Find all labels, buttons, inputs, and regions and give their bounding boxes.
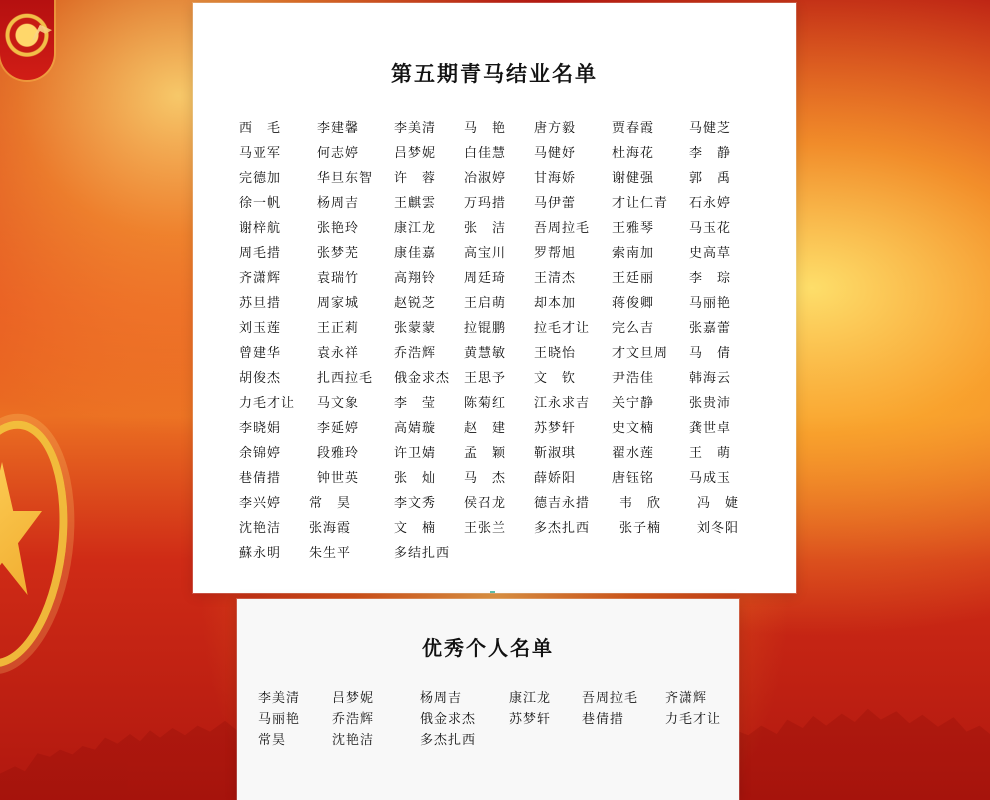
graduation-name: 甘海娇 — [534, 171, 577, 186]
graduation-name: 张嘉蕾 — [689, 321, 732, 336]
graduation-name: 史高草 — [689, 246, 732, 261]
graduation-name: 薛娇阳 — [534, 471, 577, 486]
graduation-names-grid — [193, 3, 796, 593]
graduation-name: 文 钦 — [534, 371, 577, 386]
graduation-name: 苏梦轩 — [534, 421, 577, 436]
graduation-name: 才文旦周 — [612, 346, 669, 361]
graduation-name: 王正莉 — [317, 321, 360, 336]
graduation-name: 王 萌 — [689, 446, 732, 461]
graduation-name: 德吉永措 — [534, 496, 591, 511]
graduation-name: 罗帮旭 — [534, 246, 577, 261]
graduation-name: 马玉花 — [689, 221, 732, 236]
graduation-name: 马伊蕾 — [534, 196, 577, 211]
graduation-name: 刘冬阳 — [697, 521, 740, 536]
excellent-name: 吕梦妮 — [332, 691, 375, 706]
graduation-name: 西 毛 — [239, 121, 282, 136]
graduation-name: 李晓娟 — [239, 421, 282, 436]
graduation-name: 韦 欣 — [619, 496, 662, 511]
graduation-name: 李兴婷 — [239, 496, 282, 511]
graduation-name: 万玛措 — [464, 196, 507, 211]
graduation-name: 李建馨 — [317, 121, 360, 136]
graduation-name: 苏旦措 — [239, 296, 282, 311]
graduation-name: 李文秀 — [394, 496, 437, 511]
graduation-name: 拉锟鹏 — [464, 321, 507, 336]
excellent-list-title: 优秀个人名单 — [422, 636, 554, 660]
graduation-name: 张蒙蒙 — [394, 321, 437, 336]
graduation-name: 马 艳 — [464, 121, 507, 136]
graduation-name: 唐钰铭 — [612, 471, 655, 486]
excellent-name: 多杰扎西 — [420, 733, 477, 748]
graduation-name: 段雅玲 — [317, 446, 360, 461]
right-skyline-decoration — [730, 680, 990, 800]
excellent-name: 力毛才让 — [665, 712, 722, 727]
graduation-name: 王思予 — [464, 371, 507, 386]
graduation-name: 力毛才让 — [239, 396, 296, 411]
graduation-name: 张 灿 — [394, 471, 437, 486]
excellent-name: 李美清 — [258, 691, 301, 706]
graduation-name: 许 蓉 — [394, 171, 437, 186]
graduation-name: 却本加 — [534, 296, 577, 311]
party-badge-icon — [0, 0, 54, 80]
graduation-name: 王雅琴 — [612, 221, 655, 236]
graduation-name: 孟 颖 — [464, 446, 507, 461]
graduation-name: 扎西拉毛 — [317, 371, 374, 386]
excellent-name: 常昊 — [258, 733, 287, 748]
graduation-name: 吾周拉毛 — [534, 221, 591, 236]
graduation-name: 巷倩措 — [239, 471, 282, 486]
excellent-name: 吾周拉毛 — [582, 691, 639, 706]
graduation-name: 张艳玲 — [317, 221, 360, 236]
gold-emblem-ring-icon — [0, 414, 81, 675]
graduation-name: 马健芝 — [689, 121, 732, 136]
excellent-name: 齐潇辉 — [665, 691, 708, 706]
graduation-name: 侯召龙 — [464, 496, 507, 511]
graduation-name: 拉毛才让 — [534, 321, 591, 336]
graduation-name: 张梦芜 — [317, 246, 360, 261]
excellent-name: 苏梦轩 — [509, 712, 552, 727]
excellent-individual-list-panel — [237, 599, 739, 800]
graduation-name: 马 倩 — [689, 346, 732, 361]
graduation-name: 高翔铃 — [394, 271, 437, 286]
graduation-name: 齐潇辉 — [239, 271, 282, 286]
graduation-name: 谢梓航 — [239, 221, 282, 236]
graduation-name: 刘玉莲 — [239, 321, 282, 336]
graduation-name: 张子楠 — [619, 521, 662, 536]
graduation-name: 袁永祥 — [317, 346, 360, 361]
graduation-name: 康江龙 — [394, 221, 437, 236]
graduation-name: 周毛措 — [239, 246, 282, 261]
excellent-name: 俄金求杰 — [420, 712, 477, 727]
graduation-name: 江永求吉 — [534, 396, 591, 411]
graduation-name: 周廷琦 — [464, 271, 507, 286]
graduation-name: 许卫婧 — [394, 446, 437, 461]
excellent-name: 沈艳洁 — [332, 733, 375, 748]
graduation-name: 冯 婕 — [697, 496, 740, 511]
graduation-name: 常 昊 — [309, 496, 352, 511]
graduation-name: 杨周吉 — [317, 196, 360, 211]
graduation-name: 乔浩辉 — [394, 346, 437, 361]
gold-star-icon — [0, 462, 42, 602]
graduation-name: 何志婷 — [317, 146, 360, 161]
graduation-name: 王麒雲 — [394, 196, 437, 211]
graduation-name: 翟水莲 — [612, 446, 655, 461]
graduation-name: 龚世卓 — [689, 421, 732, 436]
graduation-name: 徐一帆 — [239, 196, 282, 211]
graduation-name: 张 洁 — [464, 221, 507, 236]
graduation-name: 李 琮 — [689, 271, 732, 286]
graduation-name: 康佳嘉 — [394, 246, 437, 261]
graduation-name: 蘇永明 — [239, 546, 282, 561]
graduation-name: 王廷丽 — [612, 271, 655, 286]
graduation-name: 多杰扎西 — [534, 521, 591, 536]
graduation-name: 俄金求杰 — [394, 371, 451, 386]
graduation-name: 马亚军 — [239, 146, 282, 161]
graduation-name: 文 楠 — [394, 521, 437, 536]
graduation-name: 李延婷 — [317, 421, 360, 436]
graduation-name: 张贵沛 — [689, 396, 732, 411]
graduation-name: 韩海云 — [689, 371, 732, 386]
graduation-name: 尹浩佳 — [612, 371, 655, 386]
graduation-name: 高婧璇 — [394, 421, 437, 436]
excellent-name: 巷倩措 — [582, 712, 625, 727]
left-skyline-decoration — [0, 680, 250, 800]
graduation-name: 袁瑞竹 — [317, 271, 360, 286]
graduation-name: 关宁静 — [612, 396, 655, 411]
excellent-names-grid — [237, 599, 739, 800]
graduation-name: 曾建华 — [239, 346, 282, 361]
graduation-name: 石永婷 — [689, 196, 732, 211]
graduation-name: 赵 建 — [464, 421, 507, 436]
graduation-name: 马成玉 — [689, 471, 732, 486]
graduation-name: 唐方毅 — [534, 121, 577, 136]
graduation-name: 才让仁青 — [612, 196, 669, 211]
graduation-name: 王晓怡 — [534, 346, 577, 361]
graduation-name: 谢健强 — [612, 171, 655, 186]
graduation-name-list-panel — [193, 3, 796, 593]
graduation-name: 杜海花 — [612, 146, 655, 161]
graduation-name: 赵锐芝 — [394, 296, 437, 311]
graduation-name: 华旦东智 — [317, 171, 374, 186]
graduation-name: 余锦婷 — [239, 446, 282, 461]
graduation-name: 马丽艳 — [689, 296, 732, 311]
excellent-name: 康江龙 — [509, 691, 552, 706]
graduation-name: 李 莹 — [394, 396, 437, 411]
graduation-name: 索南加 — [612, 246, 655, 261]
graduation-name: 贾春霞 — [612, 121, 655, 136]
graduation-name: 冶淑婷 — [464, 171, 507, 186]
graduation-name: 黄慧敏 — [464, 346, 507, 361]
excellent-name: 杨周吉 — [420, 691, 463, 706]
graduation-name: 吕梦妮 — [394, 146, 437, 161]
graduation-name: 蒋俊卿 — [612, 296, 655, 311]
section-divider-mark — [490, 591, 495, 593]
graduation-name: 多结扎西 — [394, 546, 451, 561]
excellent-name: 马丽艳 — [258, 712, 301, 727]
graduation-name: 钟世英 — [317, 471, 360, 486]
graduation-name: 马健妤 — [534, 146, 577, 161]
graduation-name: 王清杰 — [534, 271, 577, 286]
graduation-name: 马 杰 — [464, 471, 507, 486]
graduation-name: 朱生平 — [309, 546, 352, 561]
graduation-name: 靳淑琪 — [534, 446, 577, 461]
graduation-name: 李美清 — [394, 121, 437, 136]
graduation-name: 胡俊杰 — [239, 371, 282, 386]
graduation-name: 完么吉 — [612, 321, 655, 336]
graduation-name: 陈菊红 — [464, 396, 507, 411]
graduation-name: 张海霞 — [309, 521, 352, 536]
graduation-name: 郭 禹 — [689, 171, 732, 186]
graduation-name: 白佳慧 — [464, 146, 507, 161]
graduation-name: 李 静 — [689, 146, 732, 161]
graduation-name: 马文象 — [317, 396, 360, 411]
graduation-name: 王张兰 — [464, 521, 507, 536]
graduation-name: 沈艳洁 — [239, 521, 282, 536]
graduation-name: 王启萌 — [464, 296, 507, 311]
graduation-name: 高宝川 — [464, 246, 507, 261]
graduation-name: 史文楠 — [612, 421, 655, 436]
excellent-name: 乔浩辉 — [332, 712, 375, 727]
graduation-name: 完德加 — [239, 171, 282, 186]
graduation-list-title: 第五期青马结业名单 — [391, 61, 598, 86]
graduation-name: 周家城 — [317, 296, 360, 311]
